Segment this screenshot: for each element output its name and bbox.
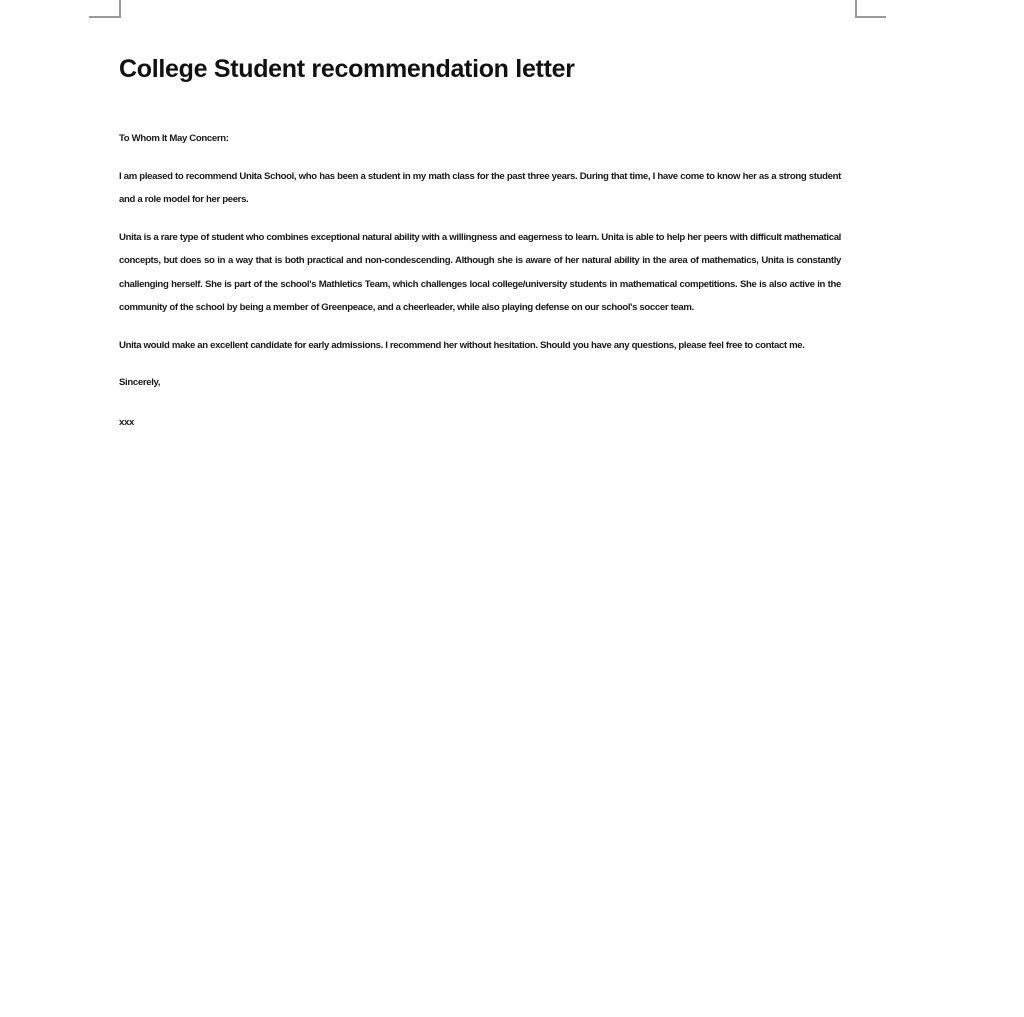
signature: xxx: [119, 416, 134, 428]
document-title: College Student recommendation letter: [119, 55, 575, 83]
letter-body: [119, 127, 841, 434]
salutation: To Whom It May Concern:: [119, 133, 229, 144]
crop-mark-top-right: [855, 0, 886, 18]
paragraph-qualities: Unita is a rare type of student who combines exceptional natural ability with a willingness and eagerness to learn. Unita is able to help her peers with difficult mathematical concepts, but does so in a way that is both practical and non-condescending. Although she is aware of her natural ability in the area of mathematics, Unita is constantly challenging herself. She is part of the school's Mathletics Team, which challenges local college/university students in mathematical competitions. She is also active in the community of the school by being a member of Greenpeace, and a cheerleader, while also playing defense on our school's soccer team.: [119, 231, 841, 313]
crop-mark-top-left: [89, 0, 121, 18]
paragraph-recommendation: Unita would make an excellent candidate for early admissions. I recommend her without hesitation. Should you have any questions, please feel free to contact me.: [119, 339, 805, 351]
paragraph-intro: I am pleased to recommend Unita School, who has been a student in my math class for the past three years. During that time, I have come to know her as a strong student and a role model for her peers.: [119, 170, 841, 205]
closing: Sincerely,: [119, 377, 161, 388]
